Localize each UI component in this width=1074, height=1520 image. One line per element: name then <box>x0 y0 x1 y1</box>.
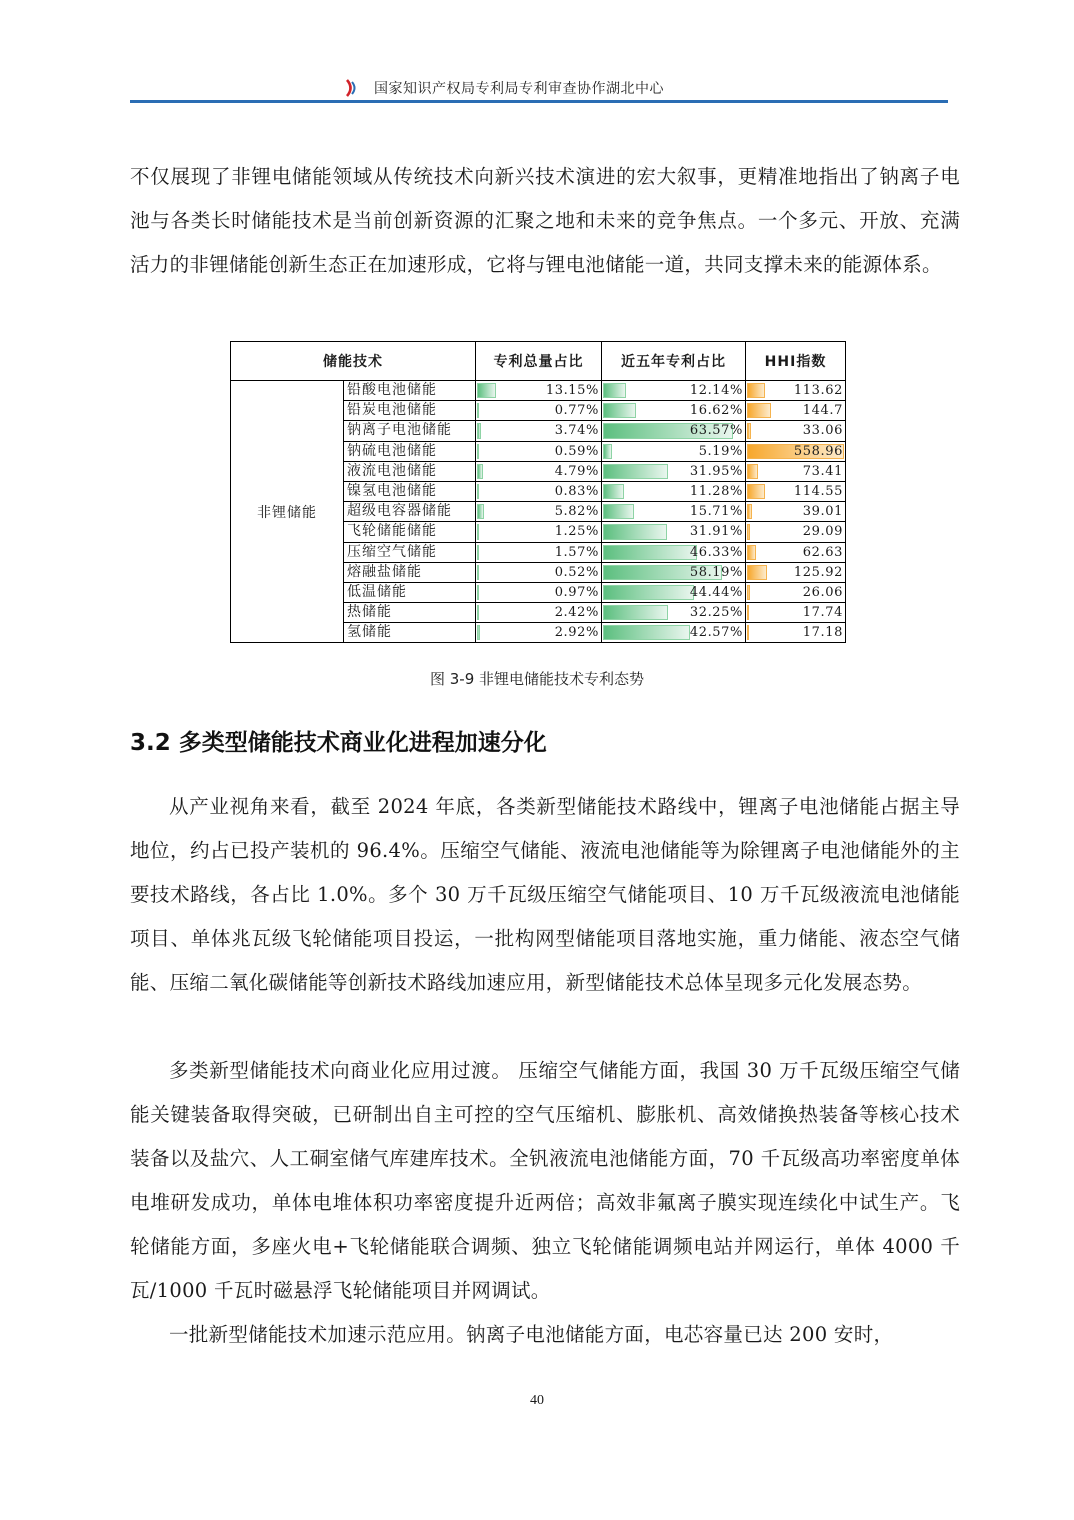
total-share-cell <box>476 381 602 401</box>
hhi-value: 29.09 <box>746 522 845 541</box>
total-share-cell <box>476 481 602 501</box>
hhi-cell <box>746 441 846 461</box>
total-share-value: 2.42% <box>476 603 601 622</box>
organization-logo-icon <box>344 78 360 98</box>
hhi-value: 26.06 <box>746 583 845 602</box>
header-tech: 储能技术 <box>231 342 476 381</box>
tech-name: 低温储能 <box>344 582 476 602</box>
five-year-share-cell <box>602 562 746 582</box>
total-share-cell <box>476 522 602 542</box>
total-share-value: 5.82% <box>476 502 601 521</box>
five-year-share-cell <box>602 582 746 602</box>
table-row <box>231 381 846 401</box>
five-year-share-value: 58.19% <box>602 563 745 582</box>
total-share-value: 13.15% <box>476 381 601 400</box>
five-year-share-cell <box>602 522 746 542</box>
figure-caption: 图 3-9 非锂电储能技术专利态势 <box>0 668 1074 689</box>
five-year-share-cell <box>602 401 746 421</box>
tech-name: 镍氢电池储能 <box>344 481 476 501</box>
hhi-value: 113.62 <box>746 381 845 400</box>
paragraph-industry: 从产业视角来看，截至 2024 年底，各类新型储能技术路线中，锂离子电池储能占据主导地位，约占已投产装机的 96.4%。压缩空气储能、液流电池储能等为除锂离子电池储能外的主要技术路线，各占比 1.0%。多个 30 万千瓦级压缩空气储能项目、10 万千瓦级液流电池储能项目、单体兆瓦级飞轮储能项目投运，一批构网型储能项目落地实施，重力储能、液态空气储能、压缩二氧化碳储能等创新技术路线加速应用，新型储能技术总体呈现多元化发展态势。 <box>130 785 960 1005</box>
hhi-cell <box>746 603 846 623</box>
header-total-share: 专利总量占比 <box>476 342 602 381</box>
five-year-share-cell <box>602 542 746 562</box>
hhi-cell <box>746 522 846 542</box>
hhi-value: 17.74 <box>746 603 845 622</box>
total-share-cell <box>476 421 602 441</box>
paragraph-intro: 不仅展现了非锂电储能领域从传统技术向新兴技术演进的宏大叙事，更精准地指出了钠离子电池与各类长时储能技术是当前创新资源的汇聚之地和未来的竞争焦点。一个多元、开放、充满活力的非锂储能创新生态正在加速形成，它将与锂电池储能一道，共同支撑未来的能源体系。 <box>130 155 960 287</box>
five-year-share-value: 44.44% <box>602 583 745 602</box>
five-year-share-value: 32.25% <box>602 603 745 622</box>
five-year-share-cell <box>602 603 746 623</box>
patent-table <box>230 341 846 643</box>
group-label: 非锂储能 <box>231 381 344 643</box>
page-header <box>130 74 948 104</box>
header-divider <box>130 100 948 103</box>
five-year-share-value: 12.14% <box>602 381 745 400</box>
total-share-value: 0.97% <box>476 583 601 602</box>
tech-name: 压缩空气储能 <box>344 542 476 562</box>
total-share-value: 0.59% <box>476 442 601 461</box>
header-title: 国家知识产权局专利局专利审查协作湖北中心 <box>374 78 664 98</box>
total-share-value: 0.83% <box>476 482 601 501</box>
hhi-value: 39.01 <box>746 502 845 521</box>
five-year-share-value: 63.57% <box>602 421 745 440</box>
hhi-value: 33.06 <box>746 421 845 440</box>
five-year-share-value: 31.91% <box>602 522 745 541</box>
paragraph-commercialization: 多类新型储能技术向商业化应用过渡。 压缩空气储能方面，我国 30 万千瓦级压缩空气储能关键装备取得突破，已研制出自主可控的空气压缩机、膨胀机、高效储换热装备等核心技术装备以及盐穴、人工硐室储气库建库技术。全钒液流电池储能方面，70 千瓦级高功率密度单体电堆研发成功，单体电堆体积功率密度提升近两倍；高效非氟离子膜实现连续化中试生产。飞轮储能方面，多座火电+飞轮储能联合调频、独立飞轮储能调频电站并网运行，单体 4000 千瓦/1000 千瓦时磁悬浮飞轮储能项目并网调试。 <box>130 1049 960 1313</box>
five-year-share-value: 15.71% <box>602 502 745 521</box>
total-share-cell <box>476 542 602 562</box>
five-year-share-cell <box>602 481 746 501</box>
total-share-value: 2.92% <box>476 623 601 642</box>
paragraph-demonstration: 一批新型储能技术加速示范应用。钠离子电池储能方面，电芯容量已达 200 安时， <box>130 1313 960 1357</box>
five-year-share-cell <box>602 381 746 401</box>
hhi-cell <box>746 542 846 562</box>
hhi-value: 73.41 <box>746 462 845 481</box>
tech-name: 铅炭电池储能 <box>344 401 476 421</box>
five-year-share-cell <box>602 461 746 481</box>
five-year-share-value: 5.19% <box>602 442 745 461</box>
five-year-share-cell <box>602 502 746 522</box>
total-share-value: 1.57% <box>476 543 601 562</box>
header-five-year-share: 近五年专利占比 <box>602 342 746 381</box>
tech-name: 氢储能 <box>344 623 476 643</box>
total-share-cell <box>476 401 602 421</box>
five-year-share-cell <box>602 421 746 441</box>
header-hhi: HHI指数 <box>746 342 846 381</box>
five-year-share-value: 42.57% <box>602 623 745 642</box>
hhi-cell <box>746 421 846 441</box>
section-title: 3.2 多类型储能技术商业化进程加速分化 <box>130 724 547 757</box>
total-share-value: 4.79% <box>476 462 601 481</box>
hhi-cell <box>746 401 846 421</box>
hhi-cell <box>746 481 846 501</box>
total-share-cell <box>476 582 602 602</box>
table-header-row <box>231 342 846 381</box>
page-number: 40 <box>0 1393 1074 1409</box>
five-year-share-cell <box>602 441 746 461</box>
five-year-share-value: 16.62% <box>602 401 745 420</box>
tech-name: 超级电容器储能 <box>344 502 476 522</box>
total-share-cell <box>476 502 602 522</box>
hhi-value: 558.96 <box>746 442 845 461</box>
hhi-cell <box>746 562 846 582</box>
tech-name: 钠硫电池储能 <box>344 441 476 461</box>
total-share-value: 0.52% <box>476 563 601 582</box>
hhi-cell <box>746 461 846 481</box>
hhi-value: 125.92 <box>746 563 845 582</box>
total-share-value: 3.74% <box>476 421 601 440</box>
tech-name: 液流电池储能 <box>344 461 476 481</box>
five-year-share-value: 11.28% <box>602 482 745 501</box>
tech-name: 飞轮储能储能 <box>344 522 476 542</box>
tech-name: 钠离子电池储能 <box>344 421 476 441</box>
total-share-cell <box>476 461 602 481</box>
tech-name: 熔融盐储能 <box>344 562 476 582</box>
hhi-cell <box>746 381 846 401</box>
total-share-cell <box>476 603 602 623</box>
five-year-share-value: 46.33% <box>602 543 745 562</box>
total-share-cell <box>476 562 602 582</box>
hhi-value: 144.7 <box>746 401 845 420</box>
hhi-value: 17.18 <box>746 623 845 642</box>
five-year-share-value: 31.95% <box>602 462 745 481</box>
tech-name: 铅酸电池储能 <box>344 381 476 401</box>
hhi-cell <box>746 623 846 643</box>
total-share-value: 0.77% <box>476 401 601 420</box>
total-share-value: 1.25% <box>476 522 601 541</box>
hhi-cell <box>746 502 846 522</box>
total-share-cell <box>476 441 602 461</box>
five-year-share-cell <box>602 623 746 643</box>
hhi-cell <box>746 582 846 602</box>
tech-name: 热储能 <box>344 603 476 623</box>
total-share-cell <box>476 623 602 643</box>
hhi-value: 114.55 <box>746 482 845 501</box>
hhi-value: 62.63 <box>746 543 845 562</box>
